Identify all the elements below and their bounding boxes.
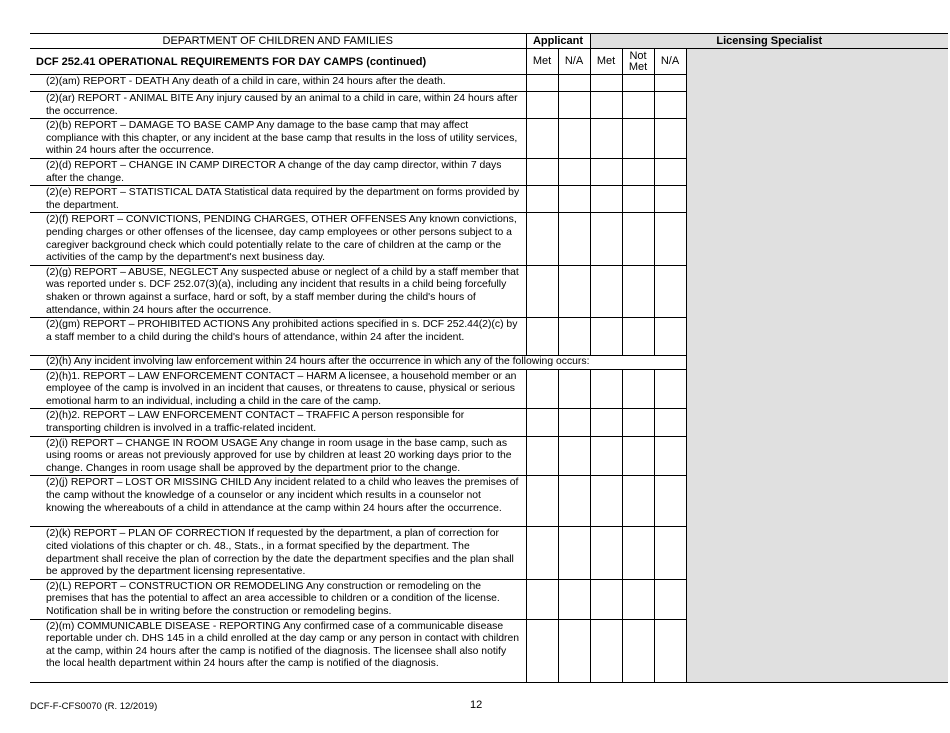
applicant-na-checkbox[interactable] <box>558 318 590 356</box>
specialist-met-header: Met <box>590 49 622 75</box>
specialist-met-checkbox[interactable] <box>590 527 622 579</box>
licensing-specialist-heading: Licensing Specialist <box>590 34 948 49</box>
applicant-met-header: Met <box>526 49 558 75</box>
applicant-met-checkbox[interactable] <box>526 476 558 527</box>
applicant-na-checkbox[interactable] <box>558 476 590 527</box>
specialist-na-checkbox[interactable] <box>654 318 686 356</box>
requirement-text: (2)(am) REPORT - DEATH Any death of a child in care, within 24 hours after the death. <box>30 75 526 92</box>
specialist-met-checkbox[interactable] <box>590 119 622 159</box>
specialist-comments-area <box>686 527 948 579</box>
requirement-row <box>30 476 948 527</box>
specialist-met-checkbox[interactable] <box>590 92 622 119</box>
specialist-not-met-checkbox[interactable] <box>622 213 654 265</box>
specialist-comments-area <box>686 158 948 185</box>
specialist-comments-area <box>686 265 948 317</box>
requirement-text: (2)(e) REPORT – STATISTICAL DATA Statistical data required by the department on forms provided by the department. <box>30 186 526 213</box>
applicant-met-checkbox[interactable] <box>526 619 558 682</box>
specialist-met-checkbox[interactable] <box>590 186 622 213</box>
requirement-text: (2)(L) REPORT – CONSTRUCTION OR REMODELING Any construction or remodeling on the premises that has the potential to affect an area accessible to children or a condition of the license. Notification shall be in writing before the construction or remodeling begins. <box>30 579 526 619</box>
requirement-row <box>30 158 948 185</box>
specialist-na-checkbox[interactable] <box>654 476 686 527</box>
form-id: DCF-F-CFS0070 (R. 12/2019) <box>30 701 158 712</box>
requirement-row <box>30 265 948 317</box>
requirement-row <box>30 527 948 579</box>
applicant-met-checkbox[interactable] <box>526 213 558 265</box>
specialist-comments-area <box>686 75 948 92</box>
checklist-form <box>30 33 948 683</box>
specialist-not-met-checkbox[interactable] <box>622 186 654 213</box>
specialist-met-checkbox[interactable] <box>590 579 622 619</box>
requirements-table <box>30 33 948 683</box>
requirement-row <box>30 436 948 476</box>
applicant-na-checkbox[interactable] <box>558 527 590 579</box>
requirement-text: (2)(h)1. REPORT – LAW ENFORCEMENT CONTACT – HARM A licensee, a household member or an employee of the camp is involved in an incident that causes, or threatens to cause, physical or serious emotional harm to an individual, including a child in the care of the camp. <box>30 369 526 409</box>
requirement-row <box>30 369 948 409</box>
applicant-met-checkbox[interactable] <box>526 75 558 92</box>
specialist-met-checkbox[interactable] <box>590 619 622 682</box>
specialist-not-met-checkbox[interactable] <box>622 476 654 527</box>
requirement-text: (2)(d) REPORT – CHANGE IN CAMP DIRECTOR A change of the day camp director, within 7 days after the change. <box>30 158 526 185</box>
specialist-comments-area <box>686 356 948 370</box>
applicant-na-checkbox[interactable] <box>558 369 590 409</box>
specialist-comments-area <box>686 49 948 75</box>
specialist-comments-area <box>686 318 948 356</box>
specialist-comments-area <box>686 119 948 159</box>
specialist-met-checkbox[interactable] <box>590 213 622 265</box>
h-intro-row <box>30 356 948 370</box>
requirement-text: (2)(g) REPORT – ABUSE, NEGLECT Any suspected abuse or neglect of a child by a staff member that was reported under s. DCF 252.07(3)(a), including any incident that results in a child being forcefully shaken or thrown against a surface, hard or soft, by a staff member during the child's hours of attendance, within 24 hours after the occurrence. <box>30 265 526 317</box>
requirement-text: (2)(j) REPORT – LOST OR MISSING CHILD Any incident related to a child who leaves the premises of the camp without the knowledge of a counselor or any incident which results in a counselor not knowing the whereabouts of a child in attendance at the camp within 24 hours after the occurrence. <box>30 476 526 527</box>
applicant-heading: Applicant <box>526 34 590 49</box>
specialist-na-checkbox[interactable] <box>654 75 686 92</box>
specialist-na-header: N/A <box>654 49 686 75</box>
requirement-row <box>30 579 948 619</box>
requirement-row <box>30 318 948 356</box>
applicant-met-checkbox[interactable] <box>526 409 558 436</box>
applicant-met-checkbox[interactable] <box>526 92 558 119</box>
requirement-row <box>30 213 948 265</box>
applicant-na-checkbox[interactable] <box>558 158 590 185</box>
applicant-na-checkbox[interactable] <box>558 579 590 619</box>
requirement-text: (2)(b) REPORT – DAMAGE TO BASE CAMP Any damage to the base camp that may affect compliance with this chapter, or any incident at the base camp that results in the loss of utility services, within 24 hours after the occurrence. <box>30 119 526 159</box>
specialist-na-checkbox[interactable] <box>654 619 686 682</box>
specialist-na-checkbox[interactable] <box>654 213 686 265</box>
applicant-met-checkbox[interactable] <box>526 436 558 476</box>
applicant-met-checkbox[interactable] <box>526 579 558 619</box>
specialist-comments-area <box>686 369 948 409</box>
page-number: 12 <box>470 699 483 711</box>
applicant-na-checkbox[interactable] <box>558 265 590 317</box>
specialist-na-checkbox[interactable] <box>654 186 686 213</box>
applicant-met-checkbox[interactable] <box>526 527 558 579</box>
specialist-na-checkbox[interactable] <box>654 265 686 317</box>
specialist-comments-area <box>686 619 948 682</box>
applicant-met-checkbox[interactable] <box>526 318 558 356</box>
requirement-text: (2)(gm) REPORT – PROHIBITED ACTIONS Any prohibited actions specified in s. DCF 252.44(2)(c) by a staff member to a child during the child's hours of attendance, within 24 after the incident. <box>30 318 526 356</box>
specialist-comments-area <box>686 409 948 436</box>
specialist-comments-area <box>686 186 948 213</box>
applicant-met-checkbox[interactable] <box>526 186 558 213</box>
requirement-text: (2)(i) REPORT – CHANGE IN ROOM USAGE Any change in room usage in the base camp, such as using rooms or areas not previously approved for use by children at least 20 working days prior to the change. Changes in room usage shall be approved by the department prior to the change. <box>30 436 526 476</box>
specialist-not-met-checkbox[interactable] <box>622 619 654 682</box>
specialist-not-met-checkbox[interactable] <box>622 527 654 579</box>
applicant-na-checkbox[interactable] <box>558 409 590 436</box>
requirement-row <box>30 92 948 119</box>
specialist-met-checkbox[interactable] <box>590 369 622 409</box>
applicant-na-checkbox[interactable] <box>558 119 590 159</box>
requirement-text: (2)(h)2. REPORT – LAW ENFORCEMENT CONTACT – TRAFFIC A person responsible for transporting children is involved in a traffic-related incident. <box>30 409 526 436</box>
specialist-not-met-checkbox[interactable] <box>622 92 654 119</box>
requirement-text: (2)(k) REPORT – PLAN OF CORRECTION If requested by the department, a plan of correction for cited violations of this chapter or ch. 48., Stats., in a format specified by the department. The department shall receive the plan of correction by the date the department specifies and the plan shall be approved by the department licensing representative. <box>30 527 526 579</box>
requirement-row <box>30 119 948 159</box>
specialist-met-checkbox[interactable] <box>590 476 622 527</box>
applicant-met-checkbox[interactable] <box>526 265 558 317</box>
specialist-met-checkbox[interactable] <box>590 318 622 356</box>
requirements-body <box>30 75 948 683</box>
specialist-comments-area <box>686 436 948 476</box>
applicant-na-checkbox[interactable] <box>558 186 590 213</box>
specialist-not-met-checkbox[interactable] <box>622 158 654 185</box>
specialist-na-checkbox[interactable] <box>654 527 686 579</box>
specialist-not-met-header: Not Met <box>622 49 654 75</box>
specialist-na-checkbox[interactable] <box>654 436 686 476</box>
requirement-row <box>30 619 948 682</box>
requirement-text: (2)(m) COMMUNICABLE DISEASE - REPORTING Any confirmed case of a communicable disease reportable under ch. DHS 145 in a child enrolled at the day camp or any person in contact with children at the camp, within 24 hours after the camp is notified of the diagnosis. The licensee shall also notify the local health department within 24 hours after the camp is notified of the diagnosis. <box>30 619 526 682</box>
section-title: DCF 252.41 OPERATIONAL REQUIREMENTS FOR DAY CAMPS (continued) <box>30 49 526 75</box>
specialist-not-met-checkbox[interactable] <box>622 265 654 317</box>
specialist-not-met-checkbox[interactable] <box>622 75 654 92</box>
specialist-met-checkbox[interactable] <box>590 436 622 476</box>
specialist-not-met-checkbox[interactable] <box>622 436 654 476</box>
requirement-text: (2)(ar) REPORT - ANIMAL BITE Any injury caused by an animal to a child in care, within 24 hours after the occurrence. <box>30 92 526 119</box>
specialist-na-checkbox[interactable] <box>654 158 686 185</box>
applicant-na-checkbox[interactable] <box>558 92 590 119</box>
requirement-row <box>30 409 948 436</box>
specialist-met-checkbox[interactable] <box>590 158 622 185</box>
specialist-comments-area <box>686 213 948 265</box>
specialist-comments-area <box>686 92 948 119</box>
specialist-not-met-checkbox[interactable] <box>622 369 654 409</box>
requirement-text: (2)(f) REPORT – CONVICTIONS, PENDING CHARGES, OTHER OFFENSES Any known convictions, pending charges or other offenses of the licensee, day camp employees or other persons subject to a caregiver background check which could potentially relate to the care of children at the camp or the activities of the camp by the department's next business day. <box>30 213 526 265</box>
specialist-comments-area <box>686 579 948 619</box>
h-intro-text: (2)(h) Any incident involving law enforcement within 24 hours after the occurrence in which any of the following occurs: <box>30 356 686 370</box>
specialist-na-checkbox[interactable] <box>654 369 686 409</box>
applicant-met-checkbox[interactable] <box>526 119 558 159</box>
applicant-met-checkbox[interactable] <box>526 158 558 185</box>
requirement-row <box>30 186 948 213</box>
specialist-na-checkbox[interactable] <box>654 409 686 436</box>
specialist-met-checkbox[interactable] <box>590 409 622 436</box>
applicant-met-checkbox[interactable] <box>526 369 558 409</box>
applicant-na-checkbox[interactable] <box>558 75 590 92</box>
applicant-na-checkbox[interactable] <box>558 619 590 682</box>
applicant-na-header: N/A <box>558 49 590 75</box>
specialist-na-checkbox[interactable] <box>654 579 686 619</box>
specialist-na-checkbox[interactable] <box>654 119 686 159</box>
specialist-met-checkbox[interactable] <box>590 75 622 92</box>
specialist-not-met-checkbox[interactable] <box>622 318 654 356</box>
requirement-row <box>30 75 948 92</box>
specialist-not-met-checkbox[interactable] <box>622 409 654 436</box>
specialist-not-met-checkbox[interactable] <box>622 579 654 619</box>
applicant-na-checkbox[interactable] <box>558 213 590 265</box>
specialist-comments-area <box>686 476 948 527</box>
specialist-met-checkbox[interactable] <box>590 265 622 317</box>
specialist-na-checkbox[interactable] <box>654 92 686 119</box>
applicant-na-checkbox[interactable] <box>558 436 590 476</box>
department-heading: DEPARTMENT OF CHILDREN AND FAMILIES <box>30 34 526 49</box>
specialist-not-met-checkbox[interactable] <box>622 119 654 159</box>
